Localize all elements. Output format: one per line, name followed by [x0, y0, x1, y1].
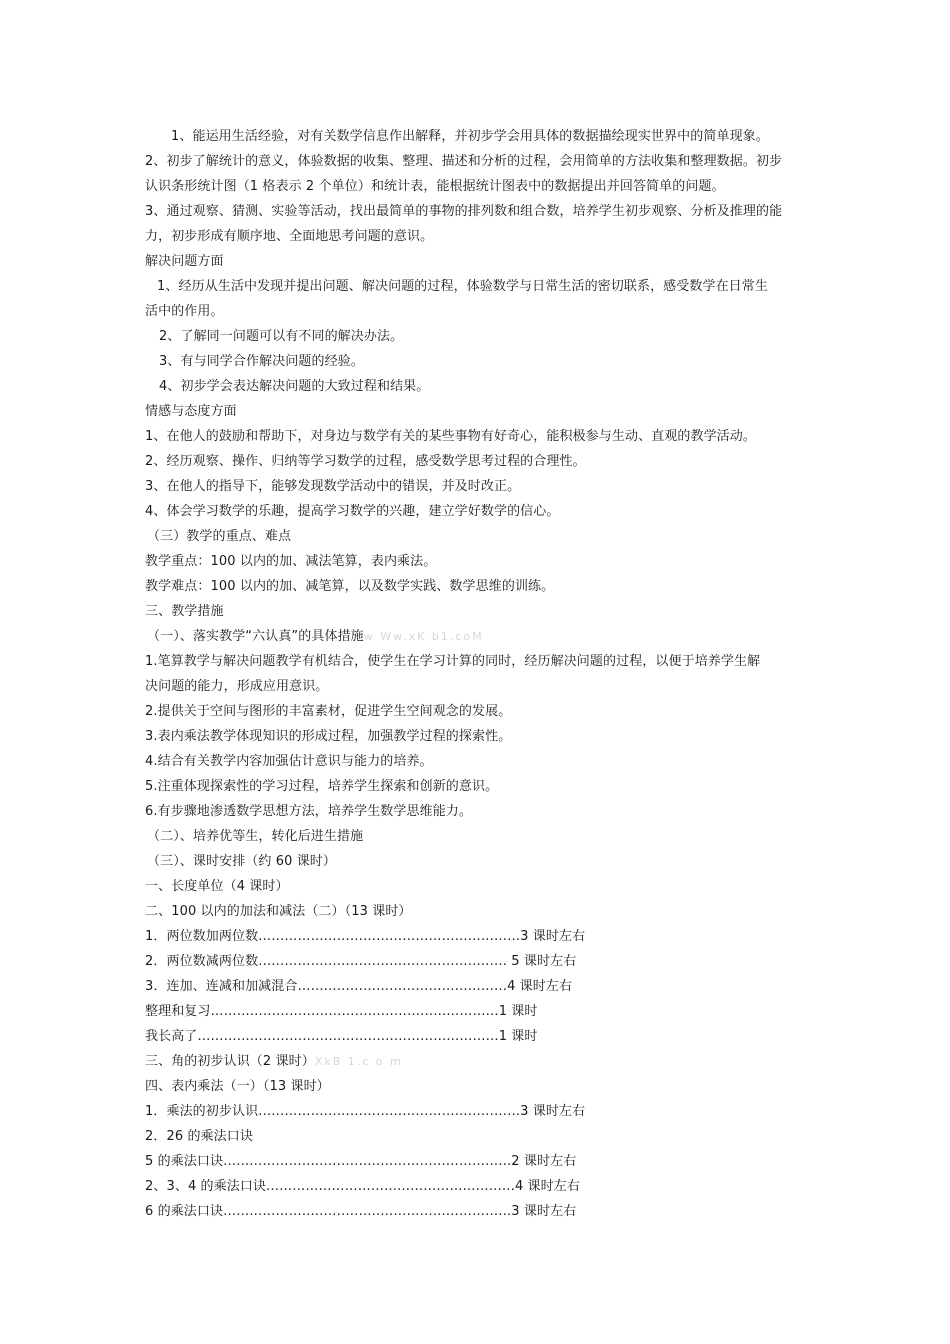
text-line [145, 349, 815, 374]
line-text: 3、有与同学合作解决问题的经验。 [159, 354, 364, 369]
text-line [145, 424, 815, 449]
line-text: 2、经历观察、操作、归纳等学习数学的过程，感受数学思考过程的合理性。 [145, 454, 586, 469]
text-line [145, 874, 815, 899]
text-line [145, 199, 815, 224]
text-line [145, 449, 815, 474]
line-text: 3.表内乘法教学体现知识的形成过程，加强教学过程的探索性。 [145, 729, 512, 744]
line-text: 4、初步学会表达解决问题的大致过程和结果。 [159, 379, 430, 394]
line-text: 6 的乘法口诀…………………………………………………………3 课时左右 [145, 1204, 577, 1219]
line-text: （一）、落实教学“六认真”的具体措施 [147, 629, 364, 644]
watermark-text: XkB 1.c o m [314, 1055, 403, 1068]
line-text: 1、在他人的鼓励和帮助下，对身边与数学有关的某些事物有好奇心，能积极参与生动、直观的教学活动。 [145, 429, 756, 444]
line-text: 4、体会学习数学的乐趣，提高学习数学的兴趣，建立学好数学的信心。 [145, 504, 560, 519]
line-text: 2．两位数减两位数………………………………………………… 5 课时左右 [145, 954, 577, 969]
line-text: 1.笔算教学与解决问题教学有机结合，使学生在学习计算的同时，经历解决问题的过程，以便于培养学生解 [145, 654, 761, 669]
text-line [145, 624, 815, 649]
text-line [145, 949, 815, 974]
text-line [145, 899, 815, 924]
text-line [145, 124, 815, 149]
line-text: 2．26 的乘法口诀 [145, 1129, 253, 1144]
text-line [145, 474, 815, 499]
text-line [145, 1099, 815, 1124]
text-line [145, 299, 815, 324]
text-line [145, 1149, 815, 1174]
text-line [145, 549, 815, 574]
line-text: 三、教学措施 [145, 604, 224, 619]
line-text: 2、初步了解统计的意义，体验数据的收集、整理、描述和分析的过程，会用简单的方法收集和整理数据。初步 [145, 154, 783, 169]
line-text: 教学难点：100 以内的加、减笔算，以及数学实践、数学思维的训练。 [145, 579, 555, 594]
text-line [145, 724, 815, 749]
text-line [145, 799, 815, 824]
text-line [145, 224, 815, 249]
line-text: 6.有步骤地渗透数学思想方法，培养学生数学思维能力。 [145, 804, 473, 819]
text-line [145, 824, 815, 849]
line-text: 决问题的能力，形成应用意识。 [145, 679, 329, 694]
line-text: 力，初步形成有顺序地、全面地思考问题的意识。 [145, 229, 434, 244]
line-text: 1．乘法的初步认识……………………………………………………3 课时左右 [145, 1104, 586, 1119]
line-text: （三）教学的重点、难点 [147, 529, 292, 544]
text-line [145, 174, 815, 199]
text-line [145, 374, 815, 399]
watermark-text: w Ww.xK b1.coM [363, 630, 484, 643]
text-line [145, 574, 815, 599]
line-text: 二、100 以内的加法和减法（二）（13 课时） [145, 904, 412, 919]
text-line [145, 1074, 815, 1099]
line-text: 我长高了……………………………………………………………1 课时 [145, 1029, 538, 1044]
line-text: 1．两位数加两位数……………………………………………………3 课时左右 [145, 929, 586, 944]
line-text: 2、3、4 的乘法口诀…………………………………………………4 课时左右 [145, 1179, 580, 1194]
line-text: 教学重点：100 以内的加、减法笔算，表内乘法。 [145, 554, 437, 569]
text-line [145, 1124, 815, 1149]
text-line [145, 499, 815, 524]
line-text: 2、了解同一问题可以有不同的解决办法。 [159, 329, 404, 344]
line-text: 认识条形统计图（1 格表示 2 个单位）和统计表，能根据统计图表中的数据提出并回答简单的问题。 [145, 179, 725, 194]
text-line [145, 999, 815, 1024]
text-line [145, 774, 815, 799]
text-line [145, 324, 815, 349]
line-text: 一、长度单位（4 课时） [145, 879, 289, 894]
text-line [145, 1199, 815, 1224]
line-text: （二）、培养优等生，转化后进生措施 [147, 829, 364, 844]
line-text: 情感与态度方面 [145, 404, 237, 419]
line-text: 1、经历从生活中发现并提出问题、解决问题的过程，体验数学与日常生活的密切联系，感受数学在日常生 [157, 279, 768, 294]
text-line [145, 849, 815, 874]
line-text: 2.提供关于空间与图形的丰富素材，促进学生空间观念的发展。 [145, 704, 512, 719]
line-text: 5 的乘法口诀…………………………………………………………2 课时左右 [145, 1154, 577, 1169]
text-line [145, 249, 815, 274]
line-text: 解决问题方面 [145, 254, 224, 269]
text-line [145, 674, 815, 699]
line-text: （三）、课时安排（约 60 课时） [147, 854, 337, 869]
text-line [145, 1049, 815, 1074]
text-line [145, 149, 815, 174]
line-text: 活中的作用。 [145, 304, 224, 319]
text-line [145, 1174, 815, 1199]
document-body [145, 124, 815, 1224]
line-text: 三、角的初步认识（2 课时） [145, 1054, 315, 1069]
text-line [145, 749, 815, 774]
text-line [145, 1024, 815, 1049]
line-text: 3、通过观察、猜测、实验等活动，找出最简单的事物的排列数和组合数，培养学生初步观察、分析及推理的能 [145, 204, 783, 219]
text-line [145, 274, 815, 299]
line-text: 5.注重体现探索性的学习过程，培养学生探索和创新的意识。 [145, 779, 499, 794]
text-line [145, 599, 815, 624]
text-line [145, 399, 815, 424]
line-text: 整理和复习…………………………………………………………1 课时 [145, 1004, 538, 1019]
text-line [145, 649, 815, 674]
text-line [145, 924, 815, 949]
line-text: 1、能运用生活经验，对有关数学信息作出解释，并初步学会用具体的数据描绘现实世界中的简单现象。 [171, 129, 769, 144]
text-line [145, 699, 815, 724]
text-line [145, 524, 815, 549]
line-text: 4.结合有关教学内容加强估计意识与能力的培养。 [145, 754, 433, 769]
line-text: 3．连加、连减和加减混合…………………………………………4 课时左右 [145, 979, 573, 994]
text-line [145, 974, 815, 999]
line-text: 四、表内乘法（一）（13 课时） [145, 1079, 330, 1094]
line-text: 3、在他人的指导下，能够发现数学活动中的错误，并及时改正。 [145, 479, 521, 494]
